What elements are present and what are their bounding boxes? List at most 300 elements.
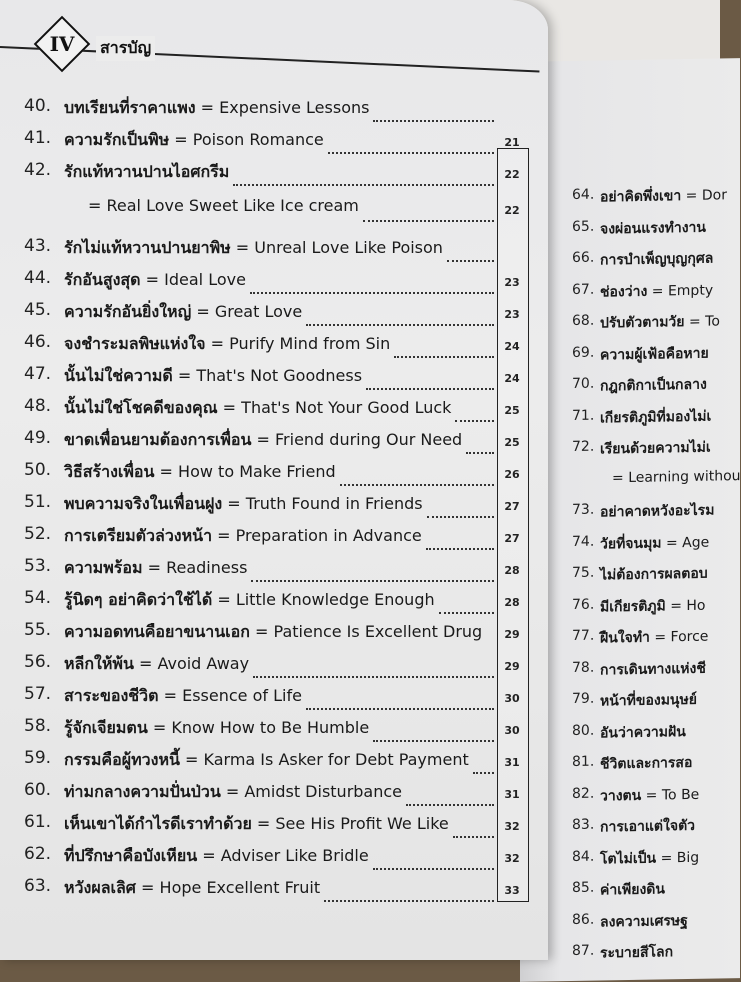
toc-entry-partial [520,467,741,486]
toc-entry-partial [520,625,740,647]
entry-english-title: Amidst Disturbance [244,782,403,801]
toc-entry [0,652,540,684]
entry-english-title: Hope Excellent Fruit [159,878,321,897]
entry-thai-title: เรียนด้วยความไม่เ [600,439,711,458]
entry-number: 60. [24,780,52,800]
dot-leader [453,834,494,838]
entry-page-number: 22 [504,168,520,181]
entry-equals: = [661,534,683,551]
entry-english-title: Friend during Our Need [275,430,463,449]
toc-entry [0,268,540,300]
entry-number: 58. [24,716,52,736]
entry-page-number: 30 [504,692,520,705]
entry-title [600,437,711,461]
entry-title [64,652,249,677]
dot-leader [373,738,494,742]
page-numeral: IV [49,32,75,56]
entry-title [600,405,711,429]
entry-english-title: Avoid Away [157,654,250,673]
entry-number: 80. [572,722,595,739]
entry-title [600,310,720,334]
entry-number: 53. [24,556,52,576]
entry-english-title: That's Not Goodness [196,366,363,385]
entry-title [600,846,699,870]
dot-leader [366,386,494,390]
entry-english-title: To [705,313,720,330]
toc-entry [0,684,540,716]
toc-entry-partial [520,531,740,553]
entry-thai-title: ขาดเพื่อนยามต้องการเพื่อน [64,430,252,449]
toc-entry-partial [520,846,740,868]
entry-equals: = [212,526,236,545]
toc-title: สารบัญ [96,36,155,61]
entry-thai-title: บทเรียนที่ราคาแพง [64,98,196,117]
entry-page-number: 25 [504,404,520,417]
entry-title [64,620,482,645]
entry-thai-title: กรรมคือผู้ทวงหนี้ [64,750,180,769]
entry-title [64,812,449,837]
entry-title [600,783,699,807]
entry-thai-title: อย่าคาดหวังอะไรม [600,502,715,521]
dot-leader [466,450,494,454]
entry-thai-title: การเดินทางแห่งชี [600,660,706,679]
entry-page-number: 24 [504,372,520,385]
entry-number: 64. [572,186,595,204]
entry-english-title: Ideal Love [164,270,246,289]
entry-thai-title: การบำเพ็ญบุญกุศล [600,250,714,269]
toc-entry [0,588,540,620]
entry-equals: = [251,814,276,833]
entry-thai-title: นั้นไม่ใช่ความดี [64,366,173,385]
toc-entry [0,780,540,812]
entry-thai-title: ระบายสีโลก [600,944,674,962]
entry-number: 87. [572,942,595,960]
toc-entry-partial [520,720,740,742]
toc-entry [0,876,540,908]
entry-english-title: Empty [667,282,714,299]
toc-entry [0,96,540,128]
entry-thai-title: อันว่าความฝัน [600,723,686,742]
toc-entry-partial [520,688,740,710]
entry-number: 49. [24,428,52,448]
entry-title [64,716,369,741]
dot-leader [233,182,494,186]
entry-number: 71. [572,407,595,424]
entry-english-title: Expensive Lessons [219,98,370,117]
entry-number: 56. [24,652,52,672]
entry-equals: = [147,718,172,737]
entry-thai-title: การเตรียมตัวล่วงหน้า [64,526,213,545]
entry-thai-title: หน้าที่ของมนุษย์ [600,691,697,710]
entry-english-title: Ho [686,597,706,614]
entry-thai-title: พบความจริงในเพื่อนฝูง [64,494,223,513]
entry-title [64,128,324,153]
entry-number: 44. [24,268,52,288]
entry-title [64,300,302,325]
entry-english-title: That's Not Your Good Luck [241,398,452,417]
toc-entry-partial [520,405,740,427]
entry-english-title: Preparation in Advance [235,526,422,545]
entry-equals: = [612,469,629,486]
entry-number: 63. [24,876,52,896]
entry-thai-title: เห็นเขาได้กำไรดีเราทำด้วย [64,814,252,833]
entry-number: 48. [24,396,52,416]
entry-title [600,909,688,933]
entry-number: 68. [572,312,595,330]
entry-title [88,196,359,215]
entry-equals: = [140,270,165,289]
toc-entry [0,160,540,192]
entry-thai-title: ลงความเศรษฐ [600,912,688,931]
entry-english-title: Know How to Be Humble [171,718,370,737]
entry-thai-title: วัยที่จนมุม [600,534,662,553]
entry-equals: = [220,782,245,801]
entry-thai-title: มีเกียรติภูมิ [600,597,666,616]
toc-entry-partial [520,184,740,206]
entry-title [64,876,320,901]
entry-title [64,332,390,357]
entry-number: 61. [24,812,52,832]
toc-entry [0,428,540,460]
entry-title [64,236,443,261]
entry-title [600,626,708,650]
entry-thai-title: ความพร้อม [64,558,143,577]
entry-thai-title: ฝืนใจทำ [600,629,650,647]
dot-leader [328,150,494,154]
entry-thai-title: โตไม่เป็น [600,850,657,868]
entry-title [600,374,707,398]
dot-leader [251,578,494,582]
entry-number: 85. [572,879,595,897]
entry-page-number: 29 [504,628,520,641]
entry-thai-title: หวังผลเลิศ [64,878,136,897]
entry-title [64,844,369,869]
toc-entry-partial [520,247,740,269]
entry-number: 81. [572,753,595,771]
entry-title [64,396,451,421]
toc-entry-partial [520,877,740,899]
entry-english-title: How to Make Friend [178,462,336,481]
entry-title [600,342,709,366]
entry-thai-title: ความอดทนคือยาขนานเอก [64,622,250,641]
entry-title [600,279,713,303]
entry-equals: = [641,786,662,804]
dot-leader [447,258,494,262]
entry-page-number: 21 [504,136,520,149]
entry-number: 66. [572,249,595,267]
entry-equals: = [154,462,179,481]
entry-number: 82. [572,785,595,802]
right-page [520,58,740,982]
entry-page-number: 24 [504,340,520,353]
entry-number: 47. [24,364,52,384]
entry-number: 50. [24,460,52,480]
entry-page-number: 30 [504,724,520,737]
entry-page-number: 26 [504,468,520,481]
entry-number: 52. [24,524,52,544]
entry-page-number: 29 [504,660,520,673]
dot-leader [455,418,494,422]
entry-thai-title: ค่าเพียงดิน [600,881,665,899]
entry-equals: = [88,196,107,215]
dot-leader [427,514,494,518]
entry-english-title: Little Knowledge Enough [235,590,435,609]
entry-title [600,594,706,618]
entry-equals: = [172,366,197,385]
toc-entry-partial [520,562,740,584]
entry-title [600,216,706,240]
dot-leader [363,218,494,222]
entry-equals: = [205,334,230,353]
entry-number: 42. [24,160,52,180]
entry-english-title: Age [682,534,710,551]
entry-equals: = [656,849,677,867]
entry-number: 59. [24,748,52,768]
dot-leader [373,118,494,122]
toc-entry [0,620,540,652]
toc-entry [0,332,540,364]
entry-equals: = [251,430,275,449]
entry-thai-title: นั้นไม่ใช่โชคดีของคุณ [64,398,218,417]
entry-thai-title: วิธีสร้างเพื่อน [64,462,155,481]
toc-entry [0,300,540,332]
toc-entry [0,812,540,844]
entry-title [64,780,402,805]
toc-entry-partial [520,342,740,364]
entry-equals: = [191,302,215,321]
entry-number: 57. [24,684,52,704]
entry-number: 62. [24,844,52,864]
toc-entry [0,128,540,160]
entry-equals: = [681,187,702,205]
entry-english-title: Truth Found in Friends [245,494,423,513]
entry-title [600,815,695,839]
toc-entry-partial [520,279,740,301]
entry-equals: = [135,878,160,897]
toc-entry [0,524,540,556]
entry-number: 69. [572,344,595,361]
dot-leader [324,898,494,902]
entry-thai-title: เกียรติภูมิที่มองไม่เ [600,408,712,427]
toc-entry-partial [520,216,740,238]
entry-english-title: Learning withou [628,467,741,486]
entry-english-title: Karma Is Asker for Debt Payment [203,750,469,769]
toc-entry-partial [520,783,740,805]
entry-title [600,878,665,901]
toc-entry [0,236,540,268]
toc-entry-partial [520,940,740,962]
entry-equals: = [142,558,167,577]
entry-title [64,588,435,613]
entry-thai-title: กฎกติกาเป็นกลาง [600,376,707,395]
entry-equals: = [649,629,671,646]
entry-page-number: 28 [504,564,520,577]
entry-thai-title: รักแท้หวานปานไอศกรีม [64,162,230,181]
entry-equals: = [197,846,221,865]
entry-number: 43. [24,236,52,256]
entry-title [64,524,422,549]
entry-thai-title: รักไม่แท้หวานปานยาพิษ [64,238,231,257]
entry-english-title: Readiness [166,558,248,577]
entry-title [600,248,713,272]
entry-thai-title: การเอาแต่ใจตัว [600,817,696,836]
entry-page-number: 23 [504,308,520,321]
toc-entry [0,196,540,228]
entry-number: 77. [572,627,595,645]
entry-equals: = [222,494,246,513]
entry-title [600,184,727,208]
entry-title [64,460,336,485]
entry-english-title: Big [676,849,700,866]
dot-leader [253,674,494,678]
entry-title [600,752,692,776]
entry-page-number: 32 [504,852,520,865]
entry-number: 40. [24,96,52,116]
entry-page-number: 32 [504,820,520,833]
entry-title [600,721,686,744]
entry-english-title: See His Profit We Like [275,814,449,833]
entry-number: 84. [572,848,595,865]
entry-page-number: 25 [504,436,520,449]
entry-number: 51. [24,492,52,512]
entry-english-title: Great Love [214,302,303,321]
entry-number: 75. [572,564,595,582]
entry-number: 83. [572,816,595,834]
entry-page-number: 33 [504,884,520,897]
entry-equals: = [133,654,158,673]
entry-number: 41. [24,128,52,148]
entry-thai-title: ช่องว่าง [600,283,648,301]
entry-thai-title: ท่ามกลางความปั่นป่วน [64,782,221,801]
dot-leader [473,770,494,774]
entry-equals: = [169,130,193,149]
entry-thai-title: รู้จักเจียมตน [64,718,148,737]
toc-entry [0,492,540,524]
entry-thai-title: ความรักอันยิ่งใหญ่ [64,302,192,321]
toc-entry-partial [520,751,740,773]
entry-number: 86. [572,911,595,928]
entry-title [64,364,362,389]
entry-page-number: 31 [504,788,520,801]
toc-entry-partial [520,436,740,458]
entry-page-number: 31 [504,756,520,769]
entry-equals: = [212,590,236,609]
entry-page-number: 27 [504,500,520,513]
dot-leader [426,546,494,550]
entry-number: 74. [572,533,595,550]
entry-english-title: Unreal Love Like Poison [254,238,443,257]
entry-thai-title: ชีวิตและการสอ [600,754,693,773]
entry-thai-title: รักอันสูงสุด [64,270,141,289]
toc-entry [0,396,540,428]
dot-leader [406,802,494,806]
entry-number: 76. [572,596,595,613]
entry-equals: = [665,597,687,614]
entry-title [64,556,247,581]
entry-thai-title: ไม่ต้องการผลตอบ [600,565,708,584]
toc-entry [0,364,540,396]
dot-leader [250,290,494,294]
entry-english-title: Essence of Life [182,686,302,705]
entry-equals: = [647,282,668,300]
toc-entry [0,716,540,748]
entry-thai-title: จงชำระมลพิษแห่งใจ [64,334,206,353]
entry-number: 46. [24,332,52,352]
dot-leader [306,706,494,710]
dot-leader [439,610,494,614]
entry-equals: = [158,686,183,705]
entry-thai-title: ปรับตัวตามวัย [600,314,685,332]
entry-equals: = [230,238,255,257]
entry-thai-title: รู้นิดๆ อย่าคิดว่าใช้ได้ [64,590,213,609]
entry-page-number: 23 [504,276,520,289]
entry-english-title: Poison Romance [192,130,324,149]
entry-title [600,500,714,524]
entry-title [64,748,469,773]
toc-entry [0,748,540,780]
entry-number: 78. [572,659,595,676]
entry-page-number: 28 [504,596,520,609]
entry-thai-title: อย่าคิดพึ่งเขา [600,188,682,206]
toc-entry-partial [520,499,740,521]
toc-entry-partial [520,310,740,332]
entry-thai-title: จงผ่อนแรงทำงาน [600,219,706,238]
toc-entry [0,556,540,588]
entry-title [64,428,462,453]
entry-equals: = [195,98,220,117]
entry-title [64,96,369,121]
toc-entry [0,844,540,876]
entry-english-title: Force [670,628,709,646]
dot-leader [373,866,494,870]
entry-number: 72. [572,438,595,456]
toc-entry-partial [520,814,740,836]
entry-title [64,268,246,293]
entry-english-title: Adviser Like Bridle [220,846,369,865]
entry-english-title: Purify Mind from Sin [229,334,391,353]
entry-equals: = [249,622,274,641]
entry-title [64,160,229,185]
dot-leader [394,354,494,358]
entry-english-title: To Be [661,786,700,803]
entry-number: 67. [572,281,595,298]
entry-thai-title: ความรักเป็นพิษ [64,130,170,149]
entry-number: 54. [24,588,52,608]
entry-equals: = [684,313,706,331]
entry-number: 45. [24,300,52,320]
toc-entry [0,460,540,492]
entry-thai-title: สาระของชีวิต [64,686,159,705]
entry-page-number: 27 [504,532,520,545]
entry-english-title: Dor [701,187,727,204]
page-header [0,22,548,72]
entry-number: 70. [572,375,595,393]
toc-entry-partial [520,373,740,395]
entry-title [600,563,708,587]
entry-number: 55. [24,620,52,640]
entry-number: 73. [572,501,595,519]
entry-title [600,941,673,964]
toc-entry-partial [520,657,740,679]
entry-equals: = [217,398,242,417]
toc-entry-partial [520,594,740,616]
entry-equals: = [179,750,204,769]
entry-title [612,468,741,486]
entry-title [600,531,709,555]
dot-leader [340,482,494,486]
entry-thai-title: ความผู้เฟ้อคือหาย [600,345,709,364]
entry-title [600,657,706,681]
